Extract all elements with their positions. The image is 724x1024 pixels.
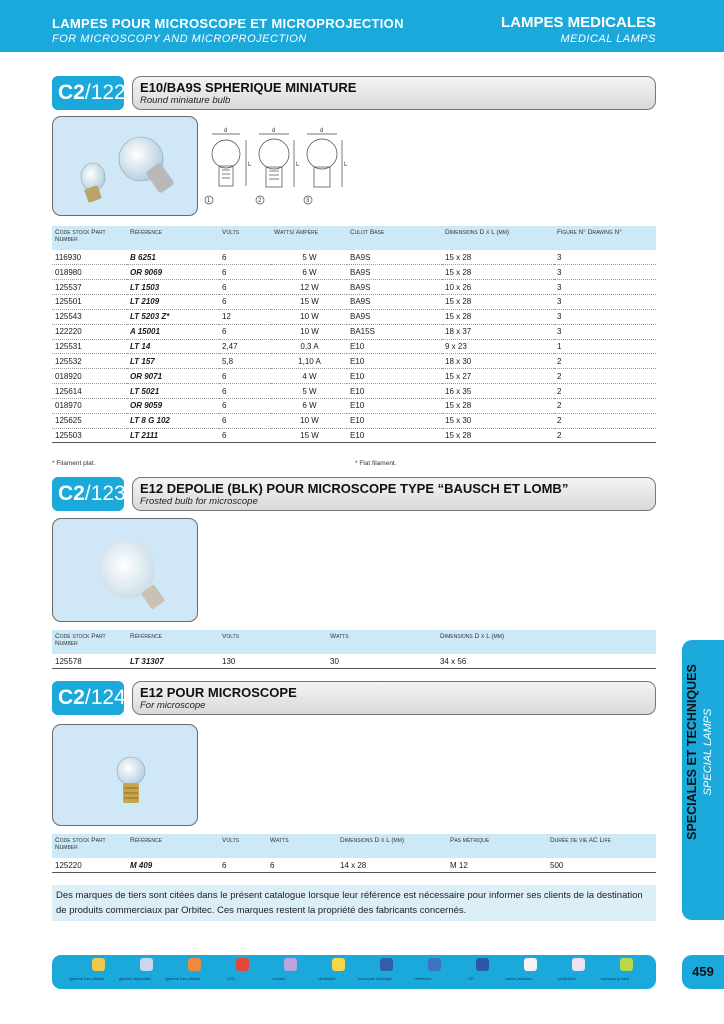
svg-text:L: L [344,162,348,168]
svg-text:1: 1 [207,198,211,204]
footnote-en: * Flat filament. [355,460,397,467]
legend-label: CE [468,976,474,981]
table-row [52,265,656,280]
product-table-c2-122 [52,226,656,443]
table-row [52,339,656,354]
table-cell: 18 x 37 [442,324,554,339]
table-cell: BA9S [347,250,442,265]
product-code-badge: C2/124 [52,681,124,715]
table-cell: 018970 [52,398,127,413]
table-cell: 6 [219,295,271,310]
table-cell: 6 W [271,398,347,413]
svg-text:2: 2 [258,198,262,204]
table-cell: 6 [219,413,271,428]
reference-cell: LT 31307 [127,654,219,669]
reference-cell: LT 5203 Z* [127,309,219,324]
bulb-photo-illustration [53,725,198,826]
legend-item [600,958,645,981]
table-cell: 6 [219,265,271,280]
table-row [52,295,656,310]
table-cell: 5 W [271,384,347,399]
table-cell: 30 [327,654,437,669]
table-cell: 15 x 28 [442,428,554,443]
table-cell: 018980 [52,265,127,280]
table-cell: M 12 [447,858,547,873]
table-cell: 2 [554,398,656,413]
footnote-fr: * Filament plat. [52,460,96,467]
table-cell: 15 x 28 [442,398,554,413]
table-cell: 15 x 28 [442,265,554,280]
svg-text:d: d [272,128,276,134]
table-cell: 15 x 28 [442,250,554,265]
reference-cell: B 6251 [127,250,219,265]
table-cell: 1,10 A [271,354,347,369]
table-cell: 34 x 56 [437,654,656,669]
table-cell: 10 W [271,413,347,428]
bulb-photo-illustration [53,117,198,216]
table-cell: 125625 [52,413,127,428]
product-photo-frosted-bulb [52,518,198,622]
product-code-badge: C2/122 [52,76,124,110]
section-title-box [132,477,656,511]
reference-cell: OR 9059 [127,398,219,413]
halogen-lamp-icon [92,958,105,971]
legend-label: gamme très utilisée [69,976,105,981]
header-category-title: LAMPES POUR MICROSCOPE ET MICROPROJECTION [52,16,404,31]
section-subtitle: Frosted bulb for microscope [140,496,258,507]
ambiance-icon [284,958,297,971]
table-cell: E10 [347,428,442,443]
table-cell: 122220 [52,324,127,339]
table-cell: BA9S [347,295,442,310]
table-cell: E10 [347,369,442,384]
table-cell: 12 [219,309,271,324]
header-section-subtitle: MEDICAL LAMPS [560,33,656,45]
section-title: E12 DEPOLIE (BLK) POUR MICROSCOPE TYPE “BAUSCH ET LOMB” [140,481,569,496]
reference-cell: LT 2111 [127,428,219,443]
table-cell: 15 W [271,428,347,443]
legend-label: dimmable [318,976,336,981]
table-cell: 10 x 26 [442,280,554,295]
trademark-disclaimer: Des marques de tiers sont citées dans le présent catalogue lorsque leur référence est nécessaire pour informer ses clients de la destination de produits commerciaux par Orbitec. Ces marques restent la propriété des fabricants concernés. [52,885,656,921]
legend-label: gamme très utilisée [165,976,201,981]
product-table-c2-123 [52,630,656,669]
dimension-drawings [202,124,352,212]
ce-mark-icon [476,958,489,971]
reference-cell: LT 157 [127,354,219,369]
table-cell: BA9S [347,309,442,324]
table-cell: 15 x 30 [442,413,554,428]
brilliance-icon [188,958,201,971]
protection-icon [572,958,585,971]
table-cell: 125503 [52,428,127,443]
table-row [52,384,656,399]
category-side-tab [682,640,724,920]
section-title: E12 POUR MICROSCOPE [140,685,297,700]
new-product-icon [620,958,633,971]
table-cell: E10 [347,339,442,354]
table-row [52,858,656,873]
table-cell: BA9S [347,265,442,280]
economy-icon [380,958,393,971]
header-category-subtitle: FOR MICROSCOPY AND MICROPROJECTION [52,33,307,45]
table-cell: E10 [347,398,442,413]
table-row [52,654,656,669]
table-cell: 10 W [271,324,347,339]
table-cell: 125578 [52,654,127,669]
table-cell: 6 [219,324,271,339]
table-cell: E10 [347,354,442,369]
table-cell: 2 [554,384,656,399]
table-cell: 2 [554,413,656,428]
page-number: 459 [682,955,724,989]
table-cell: 3 [554,309,656,324]
table-cell: 130 [219,654,327,669]
page-header [0,0,724,52]
table-row [52,280,656,295]
table-cell: 15 x 28 [442,309,554,324]
reference-cell: LT 5021 [127,384,219,399]
table-cell: 125532 [52,354,127,369]
table-cell: 4 W [271,369,347,384]
section-subtitle: For microscope [140,700,206,711]
table-cell: 18 x 30 [442,354,554,369]
table-cell: 3 [554,280,656,295]
table-cell: 15 x 27 [442,369,554,384]
reference-cell: LT 8 G 102 [127,413,219,428]
table-cell: 10 W [271,309,347,324]
section-title-box [132,681,656,715]
reference-cell: A 15001 [127,324,219,339]
section-header-c2-122 [52,76,656,110]
legend-label: protection [558,976,576,981]
header-section-title: LAMPES MEDICALES [500,14,656,31]
table-cell: 018920 [52,369,127,384]
table-cell: 6 [219,858,267,873]
table-cell: 6 [219,398,271,413]
reference-cell: M 409 [127,858,219,873]
daylight-lamp-icon [140,958,153,971]
table-cell: 2 [554,354,656,369]
table-cell: 125614 [52,384,127,399]
table-header-row: Code stock Part Number Référence Volts Watts/ Ampère Culot Base Dimensions D x L (mm) Figure N° Drawing N° [52,226,656,250]
section-header-c2-123 [52,477,656,511]
table-cell: 125501 [52,295,127,310]
table-row [52,309,656,324]
table-cell: 6 [219,250,271,265]
table-row [52,250,656,265]
table-header-row: Code stock Part Number Référence Volts Watts Dimensions D x L (mm) Pas métrique Durée de vie AC Life [52,834,656,858]
reference-cell: OR 9069 [127,265,219,280]
table-row [52,369,656,384]
reference-cell: LT 14 [127,339,219,354]
svg-text:d: d [320,128,324,134]
legend-label: couleur [272,976,286,981]
table-row [52,324,656,339]
table-cell: 3 [554,250,656,265]
table-cell: 125543 [52,309,127,324]
table-cell: 0,3 A [271,339,347,354]
table-cell: 3 [554,324,656,339]
table-row [52,398,656,413]
reference-cell: OR 9071 [127,369,219,384]
svg-text:3: 3 [306,198,310,204]
table-cell: 6 [267,858,337,873]
table-cell: 125531 [52,339,127,354]
product-code-badge: C2/123 [52,477,124,511]
table-cell: 9 x 23 [442,339,554,354]
svg-text:L: L [296,162,300,168]
product-photo-round-bulbs [52,116,198,216]
legend-label: gamme disponible [118,976,152,981]
table-cell: 14 x 28 [337,858,447,873]
table-cell: 2 [554,369,656,384]
section-title: E10/BA9S SPHERIQUE MINIATURE [140,80,357,95]
legend-label: nouveau produit [600,976,630,981]
table-cell: 2 [554,428,656,443]
led-icon [236,958,249,971]
section-header-c2-124 [52,681,656,715]
table-row [52,354,656,369]
table-cell: 1 [554,339,656,354]
table-cell: 6 [219,428,271,443]
table-cell: 5,8 [219,354,271,369]
side-tab-title: SPECIALES ET TECHNIQUES [685,664,699,840]
bulb-photo-illustration [53,519,198,622]
section-subtitle: Round miniature bulb [140,95,231,106]
table-row [52,428,656,443]
reference-cell: LT 1503 [127,280,219,295]
reference-cell: LT 2109 [127,295,219,310]
table-cell: 6 [219,384,271,399]
table-cell: 16 x 35 [442,384,554,399]
table-cell: BA15S [347,324,442,339]
legend-label: basse pression [505,976,533,981]
dimmable-icon [332,958,345,971]
svg-text:L: L [248,162,252,168]
table-cell: E10 [347,384,442,399]
table-cell: 15 x 28 [442,295,554,310]
side-tab-subtitle: SPECIAL LAMPS [702,708,714,796]
product-photo-microscope-bulb [52,724,198,826]
table-cell: E10 [347,413,442,428]
table-cell: 5 W [271,250,347,265]
svg-text:d: d [224,128,228,134]
table-cell: 12 W [271,280,347,295]
table-cell: BA9S [347,280,442,295]
table-cell: 2,47 [219,339,271,354]
table-cell: 500 [547,858,656,873]
table-cell: 6 [219,280,271,295]
direct-drive-icon [428,958,441,971]
table-row [52,413,656,428]
table-cell: 6 [219,369,271,384]
table-cell: 3 [554,265,656,280]
icon-legend-bar [52,955,656,989]
legend-label: LED [227,976,235,981]
legend-label: économie d'énergie [357,976,393,981]
low-pressure-icon [524,958,537,971]
legend-label: référence [414,976,432,981]
table-cell: 15 W [271,295,347,310]
table-cell: 116930 [52,250,127,265]
table-cell: 125220 [52,858,127,873]
table-cell: 6 W [271,265,347,280]
section-title-box [132,76,656,110]
product-table-c2-124 [52,834,656,873]
table-header-row: Code stock Part Number Référence Volts Watts Dimensions D x L (mm) [52,630,656,654]
table-cell: 125537 [52,280,127,295]
table-cell: 3 [554,295,656,310]
